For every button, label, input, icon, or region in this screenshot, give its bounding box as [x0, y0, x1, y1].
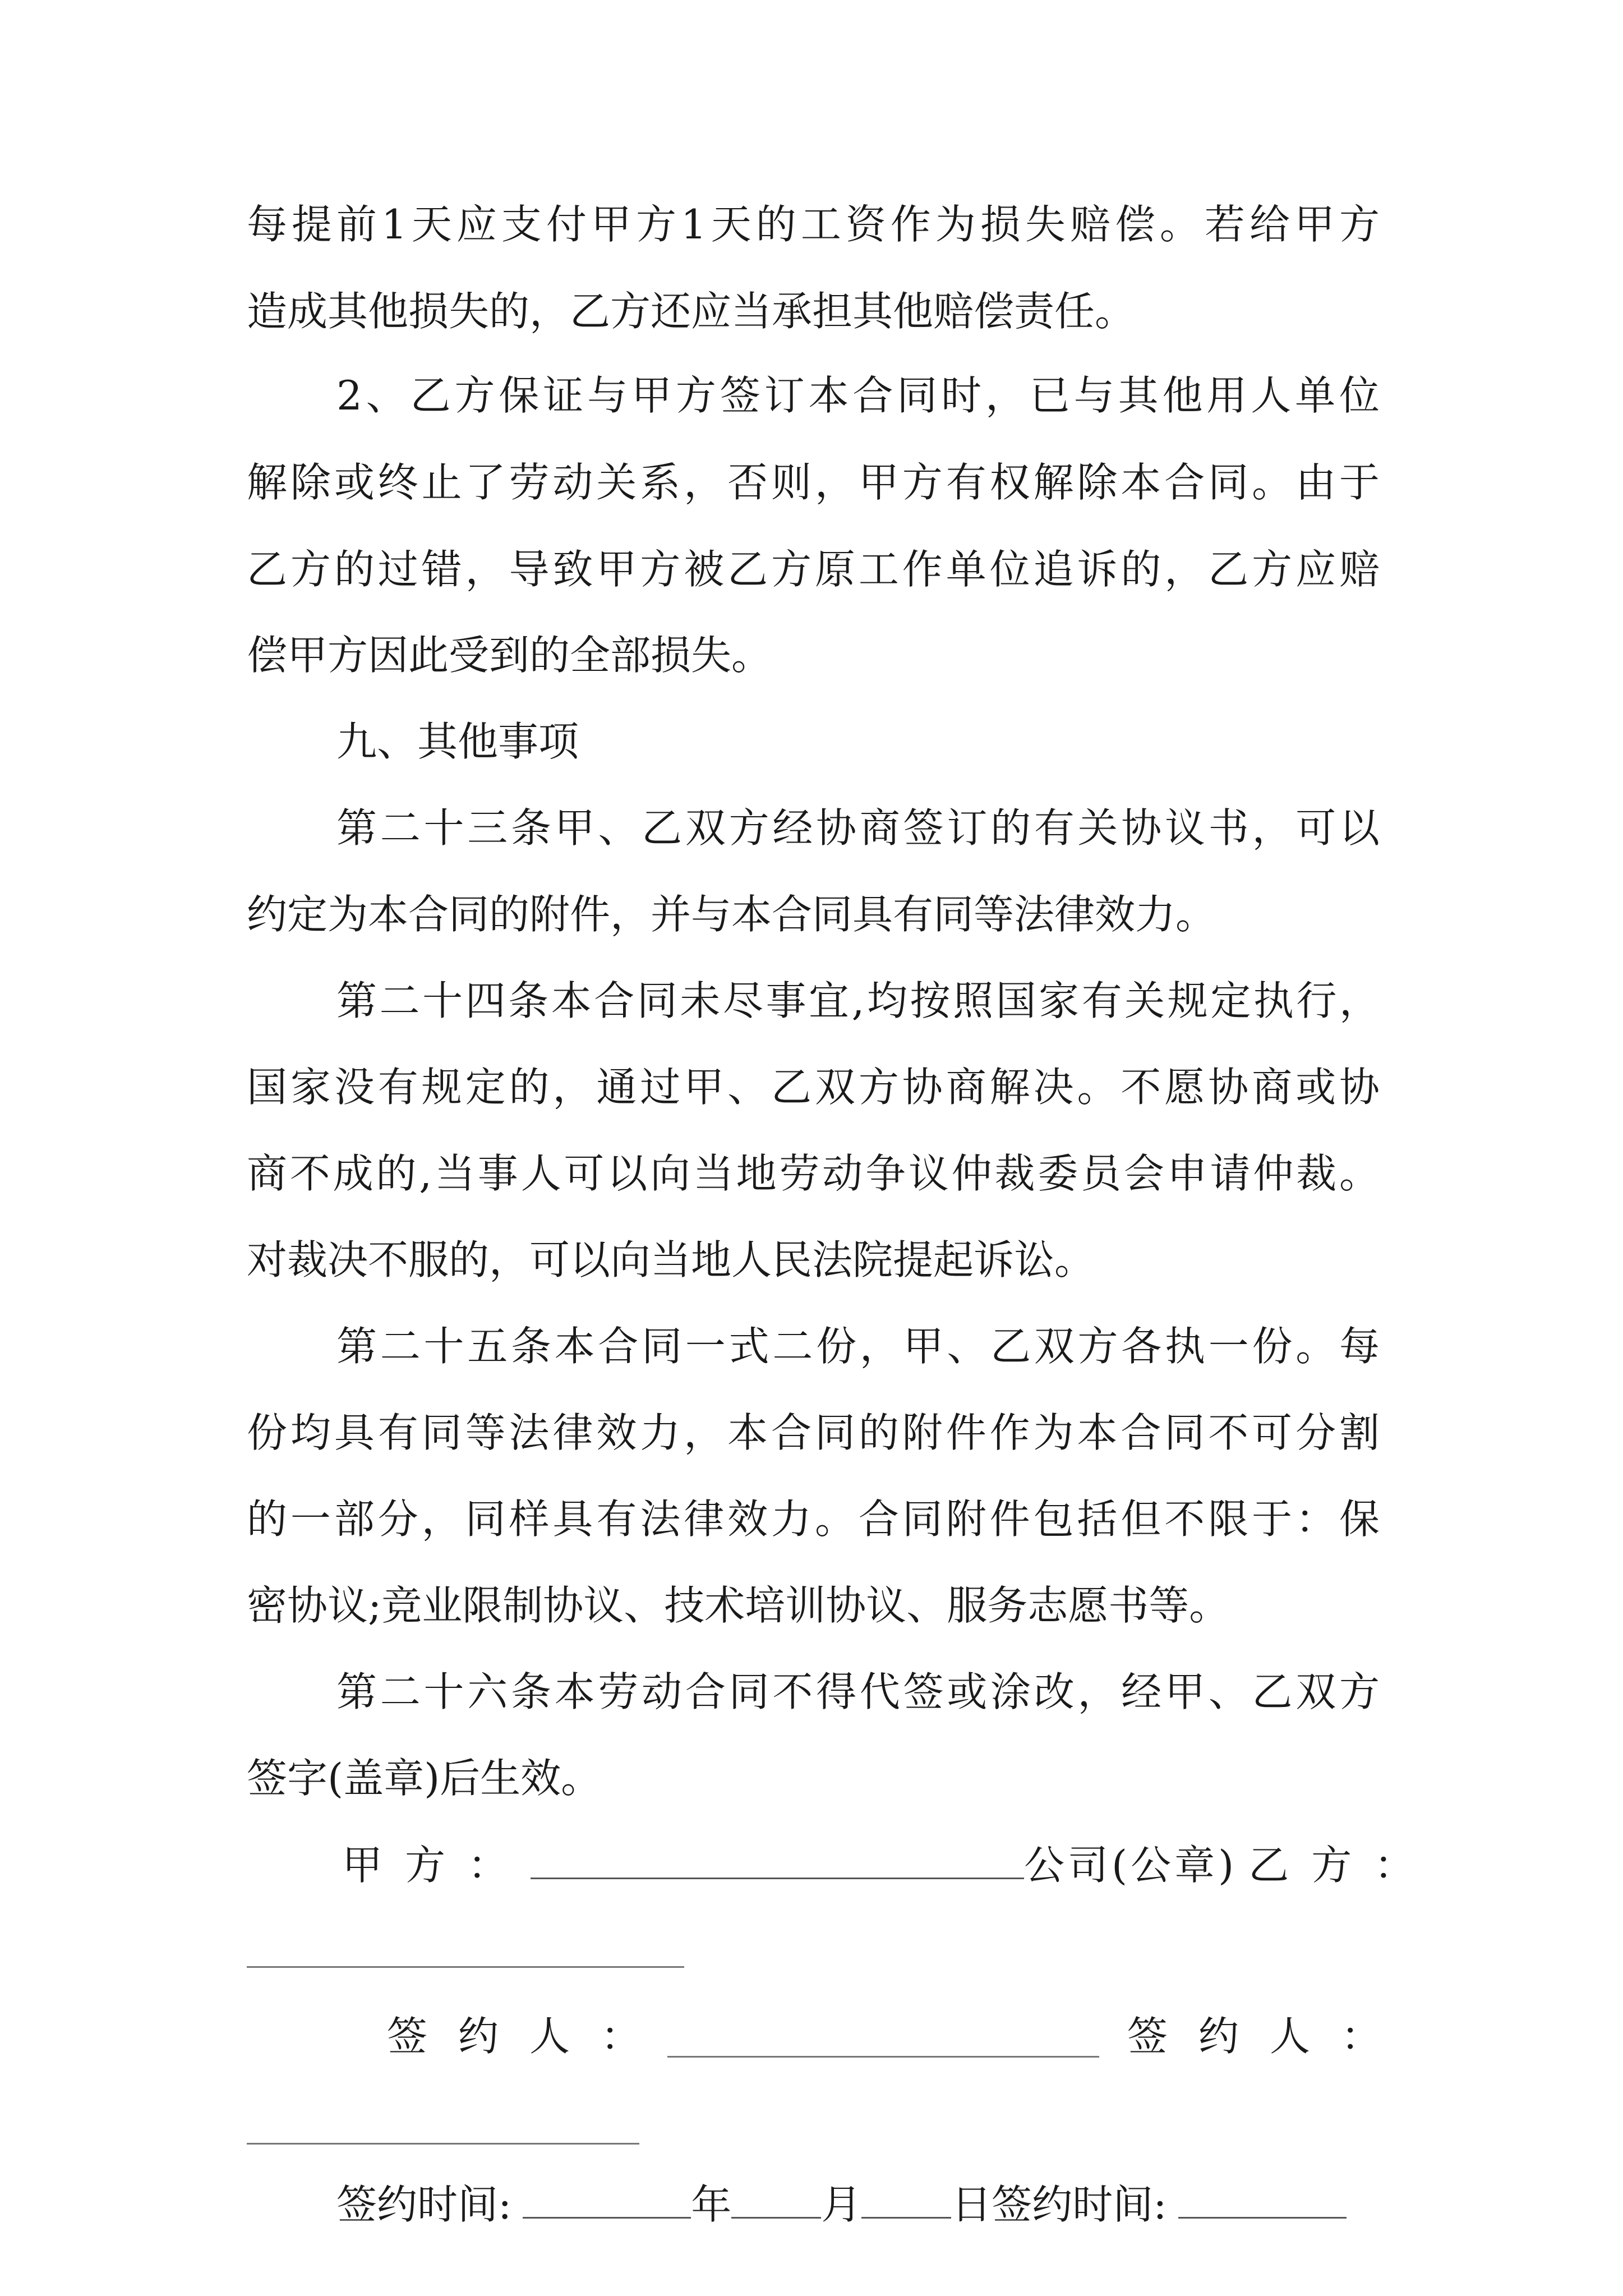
signer-row — [387, 2008, 672, 2064]
day-sign-time-label: 日签约时间: — [951, 2181, 1167, 2228]
paragraph-line: 的一部分，同样具有法律效力。合同附件包括但不限于：保 — [247, 1496, 1380, 1543]
paragraph-line: 解除或终止了劳动关系，否则，甲方有权解除本合同。由于 — [247, 459, 1380, 506]
paragraph-line: 2、乙方保证与甲方签订本合同时，已与其他用人单位 — [336, 372, 1380, 419]
paragraph-line: 第二十六条本劳动合同不得代签或涂改，经甲、乙双方 — [336, 1668, 1380, 1715]
party-b-label: 乙方： — [1248, 1842, 1437, 1889]
signer-b-label: 签约人： — [1127, 2013, 1413, 2060]
paragraph-line: 第二十四条本合同未尽事宜,均按照国家有关规定执行， — [336, 977, 1380, 1024]
paragraph-line: 签字(盖章)后生效。 — [247, 1755, 602, 1802]
paragraph-line: 对裁决不服的，可以向当地人民法院提起诉讼。 — [247, 1236, 1095, 1283]
paragraph-line: 第二十三条甲、乙双方经协商签订的有关协议书，可以 — [336, 804, 1380, 852]
signer-a-blank — [667, 2056, 1099, 2058]
paragraph-line: 密协议;竞业限制协议、技术培训协议、服务志愿书等。 — [247, 1582, 1230, 1629]
paragraph-line: 第二十五条本合同一式二份，甲、乙双方各执一份。每 — [336, 1323, 1380, 1370]
party-a-row — [342, 1837, 1437, 1893]
party-b-blank — [247, 1966, 684, 1968]
paragraph-line: 每提前1天应支付甲方1天的工资作为损失赔偿。若给甲方 — [247, 201, 1380, 248]
year-label: 年 — [691, 2181, 732, 2228]
sign-time-row — [336, 2177, 1347, 2233]
paragraph-line: 约定为本合同的附件，并与本合同具有同等法律效力。 — [247, 891, 1216, 938]
signer-b-row — [1127, 2008, 1412, 2064]
sign-time-label: 签约时间: — [336, 2181, 512, 2228]
month-blank — [731, 2178, 821, 2219]
section-heading: 九、其他事项 — [336, 718, 579, 765]
party-a-label: 甲方： — [342, 1842, 531, 1889]
party-a-blank — [531, 1838, 1024, 1879]
signer-b-blank — [247, 2143, 639, 2145]
company-seal-label: 公司(公章) — [1024, 1842, 1238, 1889]
paragraph-line: 份均具有同等法律效力，本合同的附件作为本合同不可分割 — [247, 1409, 1380, 1456]
month-label: 月 — [821, 2181, 862, 2228]
paragraph-line: 商不成的,当事人可以向当地劳动争议仲裁委员会申请仲裁。 — [247, 1150, 1380, 1197]
paragraph-line: 国家没有规定的，通过甲、乙双方协商解决。不愿协商或协 — [247, 1064, 1380, 1111]
signer-a-label: 签约人： — [387, 2013, 672, 2060]
paragraph-line: 偿甲方因此受到的全部损失。 — [247, 632, 772, 679]
year-blank — [523, 2178, 691, 2219]
paragraph-line: 乙方的过错，导致甲方被乙方原工作单位追诉的，乙方应赔 — [247, 546, 1380, 593]
day-blank — [861, 2178, 951, 2219]
paragraph-line: 造成其他损失的，乙方还应当承担其他赔偿责任。 — [247, 288, 1136, 335]
sign-time-b-blank — [1178, 2178, 1347, 2219]
